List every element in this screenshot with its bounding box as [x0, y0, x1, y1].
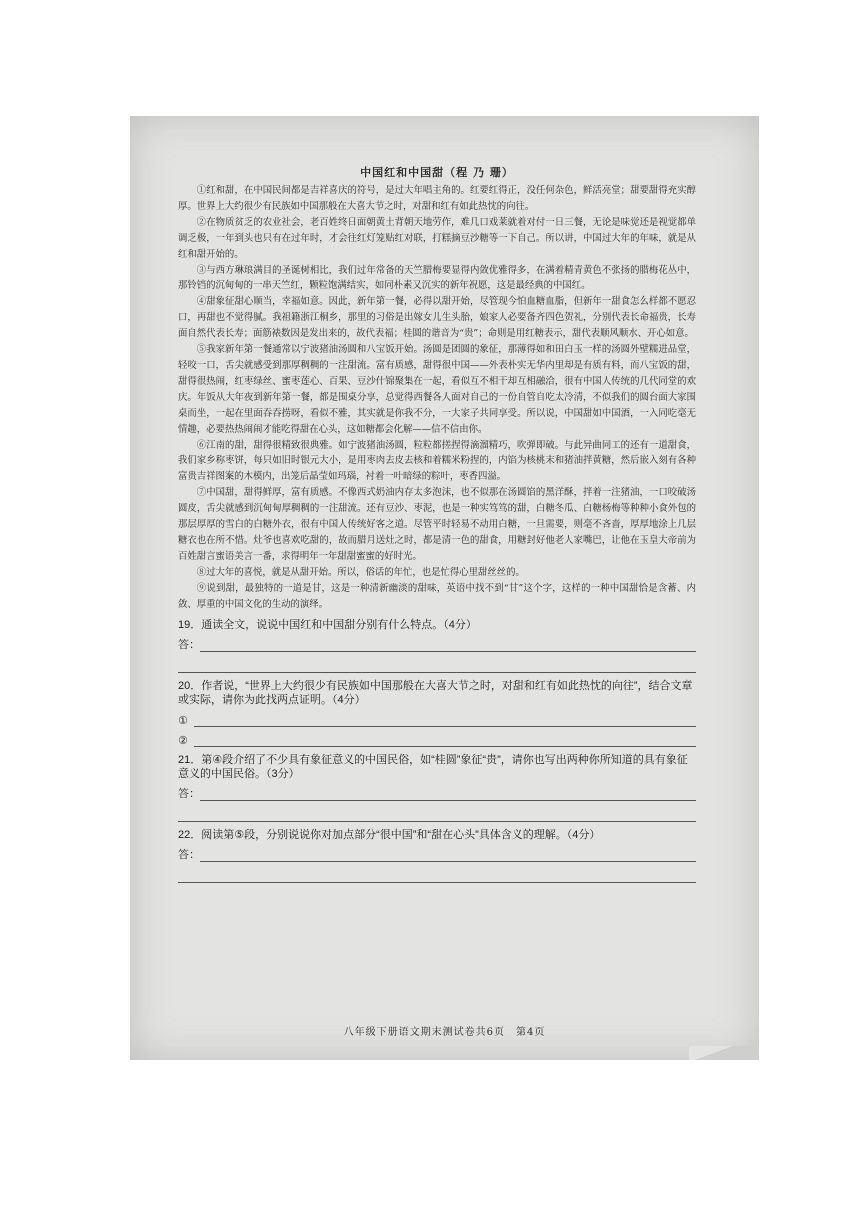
answer-row-20-2: [178, 727, 696, 747]
paragraph-2: ②在物质贫乏的农业社会，老百姓终日面朝黄土背朝天地劳作，难几口戏莱就着对付一日三餐，无论是味觉还是视觉都单调乏极，一年到头也只有在过年时，才会往红灯笼贴红对联，打糕摘豆沙糖等一下自己。所以讲，中国过大年的年味，就是从红和甜开始的。: [178, 216, 696, 260]
answer-line[interactable]: [194, 712, 696, 727]
paragraph-1: ①红和甜，在中国民间都是吉祥喜庆的符号，是过大年唱主角的。红要红得正，没任何杂色，鲜活亮堂；甜要甜得充实醇厚。世界上大约很少有民族如中国那般在大喜大节之时，对甜和红有如此热忱的向往。: [178, 185, 696, 212]
item-marker-2: ②: [178, 735, 188, 748]
answer-label: 答：: [178, 849, 200, 862]
question-19: 19．通读全文，说说中国红和中国甜分别有什么特点。（4分）: [178, 619, 477, 632]
answer-line[interactable]: [200, 786, 696, 801]
paragraph-9: ⑨说到甜，最独特的一道是甘，这是一种清新幽淡的甜味，英语中找不到“甘”这个字，这样的一种中国甜恰是含蓄、内敛、厚重的中国文化的生动的演绎。: [178, 582, 696, 610]
question-20: 20．作者说，“世界上大约很少有民族如中国那般在大喜大节之时，对甜和红有如此热忱的向往”，结合文章或实际，请你为此找两点证明。（4分）: [178, 680, 693, 707]
answer-line[interactable]: [194, 732, 696, 747]
page-footer: 八年级下册语文期末测试卷共6页 第4页: [343, 1027, 546, 1038]
paragraph-3: ③与西方琳琅满目的圣诞树相比，我们过年常备的天竺腊梅要显得内敛优雅得多，在满着精青黄色不张扬的腊梅花丛中，那铃铛的沉甸甸的一串天竺红，颗粒饱满结实，如同朴素又沉实的新年祝愿，这是最经典的中国红。: [178, 264, 696, 292]
answer-line[interactable]: [178, 801, 696, 822]
page-content: [178, 164, 696, 883]
answer-line[interactable]: [178, 652, 696, 673]
paragraph-8: ⑧过大年的喜悦，就是从甜开始。所以，俗话的年忙，也是忙得心里甜丝丝的。: [196, 566, 525, 578]
exam-page: [130, 116, 759, 1060]
question-22: 22．阅读第⑤段，分别说说你对加点部分“很中国”和“甜在心头”具体含义的理解。（4分）: [178, 829, 601, 842]
answer-line[interactable]: [178, 862, 696, 883]
paragraph-4: ④甜象征甜心顺当，幸福如意。因此，新年第一餐，必得以甜开始，尽管现今怕血糖血脂，但新年一甜食怎么样都不愿忍口，再甜也不觉得腻。我祖籍浙江桐乡，那里的习俗是出嫁女儿生头胎，娘家人必要备齐四色贺礼，分别代表长命福贵，长寿面自然代表长寿；面筋裱数因是发出来的，故代表福；桂圆的谐音为“贵”；命则是用红糖表示，甜代表顺风顺水、开心如意。: [178, 296, 696, 340]
answer-row-22: [178, 842, 696, 862]
answer-line[interactable]: [200, 847, 696, 862]
answer-row-19: [178, 632, 696, 652]
paper-fold-shadow: [689, 1046, 759, 1060]
paragraph-7: ⑦中国甜，甜得鲜厚，富有质感。不像西式奶油内存太多泡沫，也不似那在汤圆馅的黑洋酥，拌着一注猪油，一口咬破汤圆皮，舌尖就感到沉甸甸厚稠稠的一注甜流。还有豆沙、枣泥，也是一种实笃笃的甜，白糖冬瓜、白糖杨梅等种种小食外包的那层厚厚的雪白的白糖外衣，很有中国人传统好客之道。尽管平时轻易不动用白糖，一旦需要，则毫不吝啬，厚厚地涂上几层糖衣也在所不惜。灶爷也喜欢吃甜的，故而腊月送灶之时，都是清一色的甜食，用糖封好他老人家嘴巴，让他在玉皇大帝前为百姓甜言蜜语美言一番，求得明年一年甜甜蜜蜜的好时光。: [178, 487, 696, 562]
answer-row-21: [178, 781, 696, 801]
paragraph-5: ⑤我家新年第一餐通常以宁波猪油汤圆和八宝饭开始。汤圆是团圆的象征，那薄得如和田白玉一样的汤圆外壁糯进品堂，轻咬一口，舌尖就感受到那厚稠稠的一注甜流。富有质感，甜得很中国——外表朴实无华内里却是有质有料，而八宝饭的甜，甜得很热闹，红枣绿丝、蜜枣莲心、百果、豆沙什锦聚集在一起，看似互不相干却互相融洽，很有中国人传统的几代同堂的欢庆。年饭从大年夜到新年第一餐，都是围桌分享，总觉得西餐各人面对自己的一份自管自吃太冷清，不似我们的圆台面大家围桌而坐，一起在里面吞吞捞呀，看似不雅，其实就是你我不分，一大家子共同享受。所以说，中国甜如中国酒，一入同吃毫无情趣，必要热热闹闹才能吃得甜在心头，这如糖都会化解——信不信由你。: [178, 344, 696, 435]
item-marker-1: ①: [178, 715, 188, 728]
answer-label: 答：: [178, 788, 200, 801]
paragraph-6: ⑥江南的甜，甜得很精致很典雅。如宁波猪油汤圆，粒粒都搓捏得滴溜精巧，吹弹即破。与此异曲同工的还有一道甜食，我们家乡称枣饼，每只如旧时银元大小，是用枣肉去皮去核和着糯米粉捏的，内馅为核桃末和猪油拌黄糖，然后嵌入刻有各种富贵吉祥图案的木模内，出笼后晶莹如玛瑙，衬着一叶暗绿的粽叶，枣香四溢。: [178, 439, 696, 483]
answer-label: 答：: [178, 639, 200, 652]
passage-title: 中国红和中国甜（程 乃 珊）: [360, 166, 514, 179]
question-21: 21．第④段介绍了不少具有象征意义的中国民俗，如“桂圆”象征“贵”，请你也写出两种你所知道的具有象征意义的中国民俗。（3分）: [178, 754, 688, 781]
answer-row-20-1: [178, 707, 696, 727]
answer-line[interactable]: [200, 637, 696, 652]
